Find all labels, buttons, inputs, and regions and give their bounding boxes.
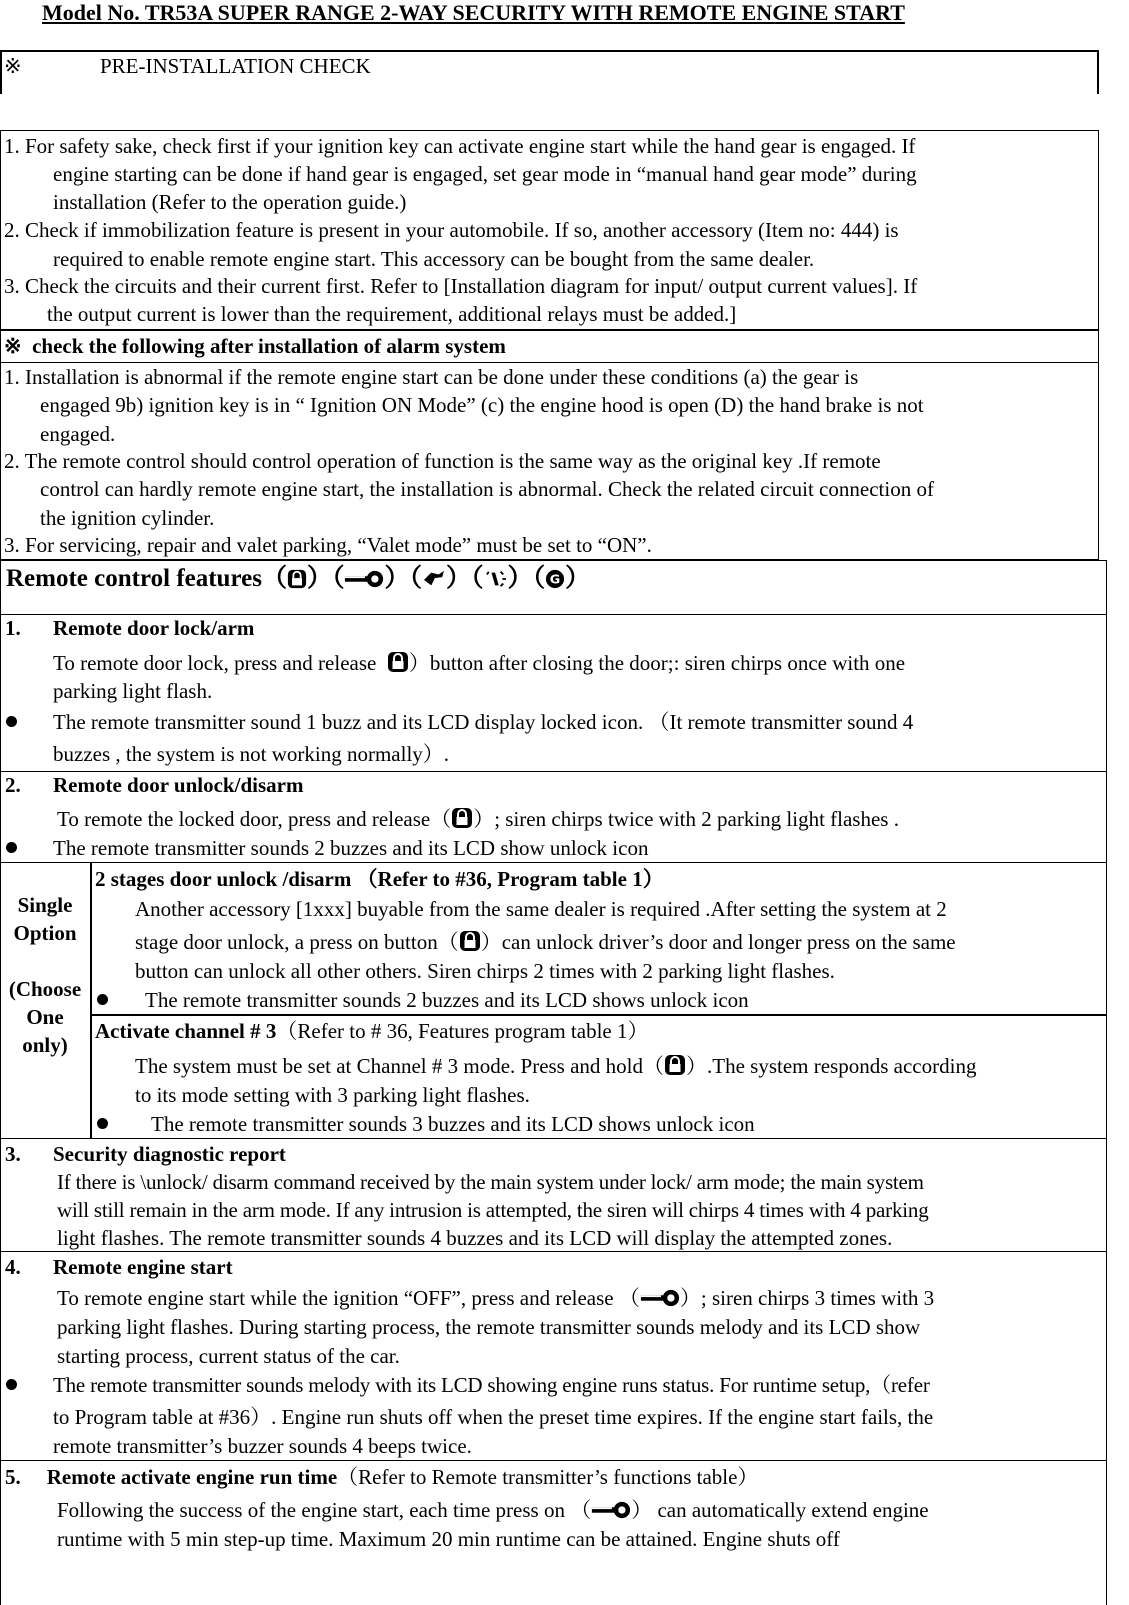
section-5-line-2: runtime with 5 min step-up time. Maximum 20 min runtime can be attained. Engine shuts off: [57, 1527, 840, 1551]
bullet-icon: [6, 716, 17, 727]
document-title-main: Model No. TR53A SUPER RANGE 2-WAY SECURITY: [42, 0, 566, 25]
after-item-2-line-3: the ignition cylinder.: [40, 506, 215, 530]
after-item-3-line-1: 3. For servicing, repair and valet parking, “Valet mode” must be set to “ON”.: [4, 533, 652, 557]
option-1-line-2b: ）can unlock driver’s door and longer press on the same: [480, 930, 956, 954]
option-1-heading: 2 stages door unlock /disarm （Refer to #36, Program table 1）: [95, 867, 664, 891]
precheck-item-1-line-1: 1. For safety sake, check first if your ignition key can activate engine start while the hand gear is engaged. If: [4, 134, 916, 158]
section-2-line-1: [57, 805, 899, 834]
section-3-heading: Security diagnostic report: [53, 1142, 286, 1166]
features-title-bracket: ）: [446, 565, 472, 592]
section-3-num: 3.: [5, 1142, 21, 1166]
features-title-bracket: （: [471, 565, 484, 592]
single-option-label-1: Single: [17, 893, 73, 917]
bullet-icon: [6, 842, 17, 853]
key-icon: [344, 569, 384, 589]
option-2-line-1a: The system must be set at Channel # 3 mode. Press and hold（: [135, 1054, 665, 1078]
after-install-title: check the following after installation of alarm system: [32, 334, 506, 358]
section-3-line-1: If there is \unlock/ disarm command received by the main system under lock/ arm mode; the main system: [57, 1170, 924, 1194]
single-option-label-2: Option: [13, 921, 77, 945]
siren-icon: [484, 569, 508, 589]
single-option-label-5: only): [22, 1033, 68, 1057]
lock-icon: [287, 569, 307, 589]
precheck-item-3-line-2: the output current is lower than the requirement, additional relays must be added.]: [47, 302, 737, 326]
precheck-item-1-line-2: engine starting can be done if hand gear is engaged, set gear mode in “manual hand gear mode” during: [53, 162, 917, 186]
option-1-line-3: button can unlock all other others. Siren chirps 2 times with 2 parking light flashes.: [135, 959, 835, 983]
option-1-line-2a: stage door unlock, a press on button（: [135, 930, 459, 954]
option-1-line-1: Another accessory [1xxx] buyable from the same dealer is required .After setting the system at 2: [135, 897, 947, 921]
option-2-line-2: to its mode setting with 3 parking light flashes.: [135, 1083, 530, 1107]
section-5-line-1: [57, 1496, 929, 1525]
key-icon: [640, 1288, 680, 1308]
key-icon: [591, 1500, 631, 1520]
features-title-bracket: ）: [507, 565, 533, 592]
after-item-2-line-2: control can hardly remote engine start, the installation is abnormal. Check the related circuit connection of: [40, 477, 934, 501]
section-5-heading: [5, 1463, 758, 1492]
trunk-icon: [422, 569, 446, 589]
section-4-line-3: starting process, current status of the car.: [57, 1344, 400, 1368]
section-1-line-1b: ）button after closing the door;: siren chirps once with one: [408, 651, 906, 675]
section-3-line-2: will still remain in the arm mode. If any intrusion is attempted, the siren will chirps 4 times with 4 parking: [57, 1198, 929, 1222]
section-4-heading: Remote engine start: [53, 1255, 233, 1279]
bullet-icon: [97, 1118, 108, 1129]
section-4-line-1a: To remote engine start while the ignition “OFF”, press and release （: [57, 1286, 640, 1310]
single-option-label-3: (Choose: [8, 977, 82, 1001]
features-title-bracket: （: [532, 565, 546, 592]
g-icon: [545, 569, 565, 589]
section-1-bullet-1b: . （It remote transmitter sound 4: [637, 710, 914, 734]
features-title-bracket: ）: [565, 565, 591, 592]
after-install-heading: [4, 332, 506, 361]
section-4-num: 4.: [5, 1255, 21, 1279]
option-2-line-1b: ）.The system responds according: [686, 1054, 977, 1078]
section-2-heading: Remote door unlock/disarm: [53, 773, 304, 797]
section-4-line-1b: ）; siren chirps 3 times with 3: [679, 1286, 935, 1310]
after-item-2-line-1: 2. The remote control should control operation of function is the same way as the original key .If remote: [4, 449, 881, 473]
document-title-rest: WITH REMOTE ENGINE START: [570, 0, 905, 25]
features-title-bracket: （: [331, 565, 345, 592]
lock-icon: [387, 651, 409, 673]
section-1-num: 1.: [5, 616, 21, 640]
section-2-num: 2.: [5, 773, 21, 797]
section-2-line-1b: ）; siren chirps twice with 2 parking light flashes .: [473, 807, 899, 831]
single-option-label-4: One: [26, 1005, 64, 1029]
after-install-symbol: ※: [4, 334, 22, 358]
document-title: [42, 0, 905, 27]
after-item-1-line-1: 1. Installation is abnormal if the remote engine start can be done under these conditions (a) the gear is: [4, 365, 859, 389]
option-2-heading-bold: Activate channel # 3: [95, 1019, 277, 1043]
after-item-1-line-3: engaged.: [40, 422, 116, 446]
features-title-bracket: （: [409, 565, 423, 592]
option-1-line-2: [135, 928, 956, 957]
section-4-line-1: [57, 1284, 934, 1313]
section-4-bullet-3: remote transmitter’s buzzer sounds 4 beeps twice.: [53, 1434, 472, 1458]
precheck-item-1-line-3: installation (Refer to the operation guide.): [53, 190, 407, 214]
section-5-heading-bold: Remote activate engine run time: [46, 1465, 338, 1489]
section-5-heading-rest: （Refer to Remote transmitter’s functions table）: [337, 1465, 759, 1489]
bullet-icon: [6, 1379, 17, 1390]
features-title-bracket: （: [261, 565, 287, 592]
precheck-symbol: ※: [4, 54, 22, 78]
section-1-bullet-line-1: [53, 708, 913, 737]
section-4-bullet-1: The remote transmitter sounds melody with its LCD showing engine runs status. For runtime setup,（refer: [53, 1373, 930, 1397]
section-5-line-1b: ） can automatically extend engine: [631, 1498, 929, 1522]
features-title-bracket: ）: [384, 565, 410, 592]
option-2-line-1: [135, 1052, 976, 1081]
section-1-line-2: parking light flash.: [53, 679, 213, 703]
section-4-bullet-2: to Program table at #36）. Engine run shuts off when the preset time expires. If the engine start fails, the: [53, 1405, 934, 1429]
option-2-heading: [95, 1017, 648, 1046]
after-item-1-line-2: engaged 9b) ignition key is in “ Ignition ON Mode” (c) the engine hood is open (D) the hand brake is not: [40, 393, 924, 417]
lock-icon: [459, 930, 481, 952]
section-1-line-1: [53, 649, 905, 678]
option-2-bullet: The remote transmitter sounds 3 buzzes and its LCD shows unlock icon: [151, 1112, 755, 1136]
precheck-title: PRE-INSTALLATION CHECK: [100, 54, 371, 78]
lock-icon: [451, 807, 473, 829]
section-1-bullet-line-2: buzzes , the system is not working normally）.: [53, 742, 450, 766]
single-option-divider: [90, 862, 92, 1139]
section-3-line-3: light flashes. The remote transmitter sounds 4 buzzes and its LCD will display the attempted zones.: [57, 1226, 893, 1250]
section-1-heading: Remote door lock/arm: [53, 616, 255, 640]
precheck-item-2-line-1: 2. Check if immobilization feature is present in your automobile. If so, another accessory (Item no: 444) is: [4, 218, 899, 242]
bullet-icon: [97, 994, 108, 1005]
single-option-label: [0, 891, 90, 1059]
features-title-text: Remote control features: [6, 565, 262, 592]
section-1-bullet-1a: The remote transmitter sound 1 buzz and its LCD display locked icon: [53, 710, 638, 734]
lock-icon: [664, 1054, 686, 1076]
section-4-line-2: parking light flashes. During starting process, the remote transmitter sounds melody and its LCD show: [57, 1315, 921, 1339]
option-2-heading-rest: （Refer to # 36, Features program table 1）: [276, 1019, 649, 1043]
section-2-bullet: The remote transmitter sounds 2 buzzes and its LCD show unlock icon: [53, 836, 649, 860]
section-5-line-1a: Following the success of the engine start, each time press on （: [57, 1498, 592, 1522]
precheck-item-2-line-2: required to enable remote engine start. This accessory can be bought from the same dealer.: [53, 247, 815, 271]
precheck-item-3-line-1: 3. Check the circuits and their current first. Refer to [Installation diagram for input/ output current values]. If: [4, 274, 918, 298]
features-title-bracket: ）: [306, 565, 332, 592]
section-1-line-1a: To remote door lock, press and release: [53, 651, 377, 675]
section-2-line-1a: To remote the locked door, press and release（: [57, 807, 452, 831]
section-5-num: 5.: [5, 1465, 21, 1489]
features-title: [6, 564, 590, 593]
option-1-bullet: The remote transmitter sounds 2 buzzes and its LCD shows unlock icon: [145, 988, 749, 1012]
